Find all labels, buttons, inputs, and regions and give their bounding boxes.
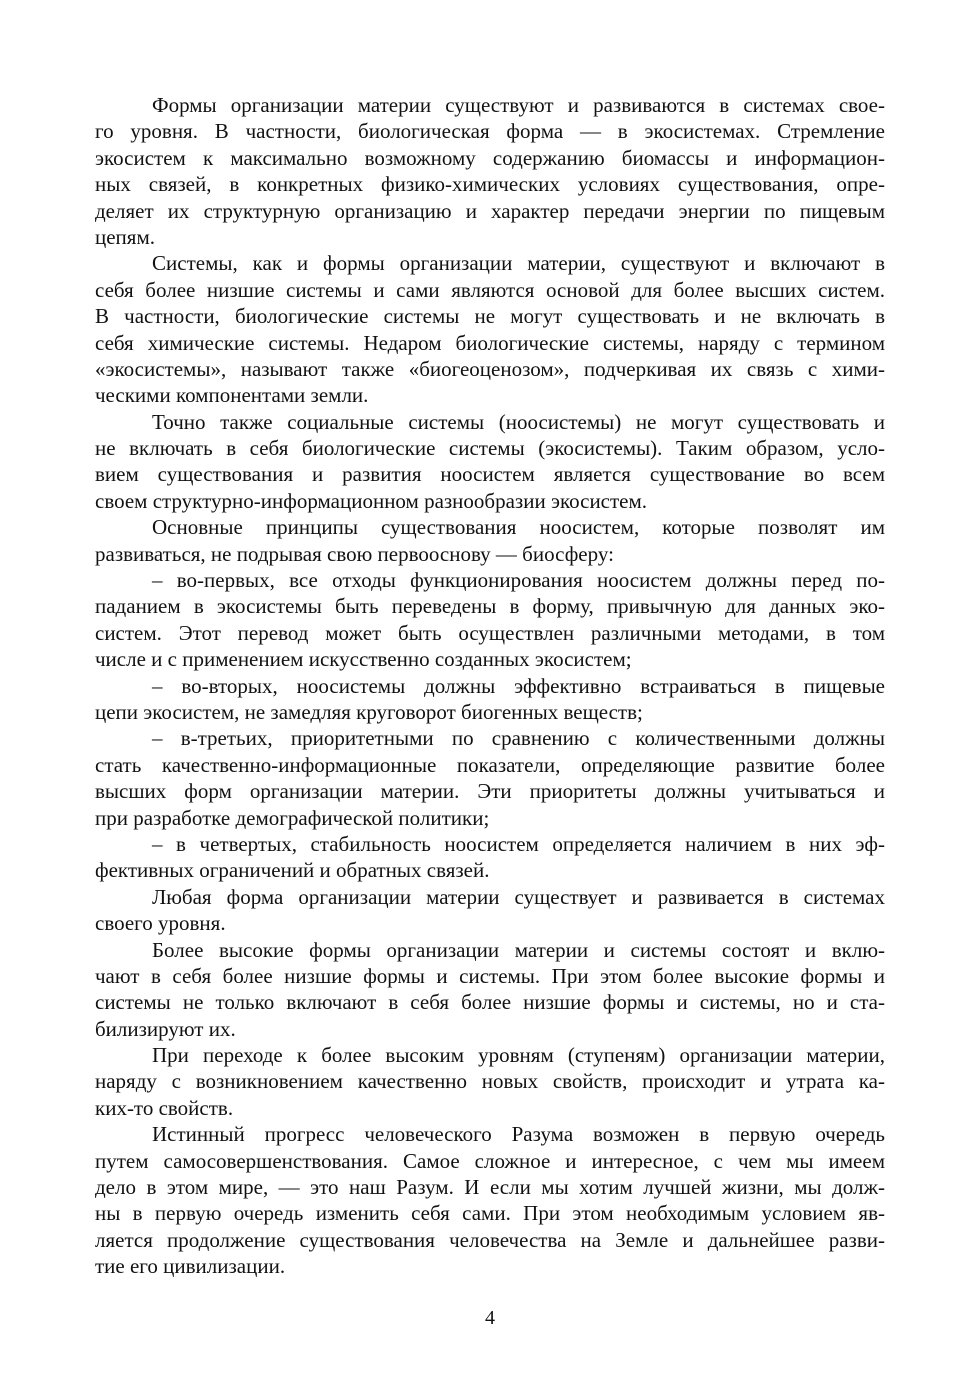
text-line: систем. Этот перевод может быть осуществлен различными методами, в том — [95, 620, 885, 645]
text-line: тие его цивилизации. — [95, 1254, 286, 1279]
text-line: высших форм организации материи. Эти приоритеты должны учитываться и — [95, 779, 885, 804]
list-item — [95, 831, 885, 884]
text-line: развиваться, не подрывая свою первооснову — биосферу: — [95, 541, 614, 566]
text-line: системы не только включают в себя более низшие формы и системы, но и ста- — [95, 990, 885, 1015]
text-line: Любая форма организации материи существует и развивается в системах — [152, 884, 885, 909]
text-line: числе и с применением искусственно созданных экосистем; — [95, 647, 632, 672]
text-line: ких-то свойств. — [95, 1095, 234, 1120]
text-line: Системы, как и формы организации материи, существуют и включают в — [152, 251, 885, 276]
text-line: себя более низшие системы и сами являются основой для более высших систем. — [95, 277, 885, 302]
text-line: дело в этом мире, — это наш Разум. И если мы хотим лучшей жизни, мы долж- — [95, 1175, 885, 1200]
text-line: – в-третьих, приоритетными по сравнению с количественными должны — [152, 726, 885, 751]
text-line: В частности, биологические системы не могут существовать и не включать в — [95, 304, 885, 329]
paragraph — [95, 409, 885, 515]
paragraph — [95, 937, 885, 1043]
list-item — [95, 567, 885, 673]
text-line: при разработке демографической политики; — [95, 805, 490, 830]
text-line: Основные принципы существования ноосистем, которые позволят им — [152, 515, 885, 540]
text-line: паданием в экосистемы быть переведены в форму, привычную для данных эко- — [95, 594, 885, 619]
text-line: вием существования и развития ноосистем является существование во всем — [95, 462, 885, 487]
paragraph — [95, 250, 885, 408]
text-line: Точно также социальные системы (ноосистемы) не могут существовать и — [152, 409, 885, 434]
document-page — [95, 92, 885, 1280]
text-line: фективных ограничений и обратных связей. — [95, 858, 490, 883]
text-line: При переходе к более высоким уровням (ступеням) организации материи, — [152, 1043, 885, 1068]
list-item — [95, 725, 885, 831]
list-item — [95, 673, 885, 726]
text-line: ных связей, в конкретных физико-химических условиях существования, опре- — [95, 172, 885, 197]
text-line: своем структурно-информационном разнообразии экосистем. — [95, 488, 648, 513]
text-line: го уровня. В частности, биологическая форма — в экосистемах. Стремление — [95, 119, 885, 144]
text-line: – во-первых, все отходы функционирования ноосистем должны перед по- — [152, 568, 885, 593]
text-line: своего уровня. — [95, 911, 226, 936]
text-line: чают в себя более низшие формы и системы. При этом более высокие формы и — [95, 963, 885, 988]
text-line: – в четвертых, стабильность ноосистем определяется наличием в них эф- — [152, 831, 885, 856]
text-line: стать качественно-информационные показатели, определяющие развитие более — [95, 752, 885, 777]
text-line: ческими компонентами земли. — [95, 383, 369, 408]
text-line: Формы организации материи существуют и развиваются в системах свое- — [152, 93, 885, 117]
paragraph — [95, 1042, 885, 1121]
text-line: Истинный прогресс человеческого Разума возможен в первую очередь — [152, 1122, 885, 1147]
paragraph — [95, 1121, 885, 1279]
text-line: путем самосовершенствования. Самое сложное и интересное, с чем мы имеем — [95, 1148, 885, 1173]
paragraph — [95, 92, 885, 250]
text-line: Более высокие формы организации материи и системы состоят и вклю- — [152, 937, 885, 962]
text-line: наряду с возникновением качественно новых свойств, происходит и утрата ка- — [95, 1069, 885, 1094]
text-line: себя химические системы. Недаром биологические системы, наряду с термином — [95, 330, 885, 355]
text-line: – во-вторых, ноосистемы должны эффективно встраиваться в пищевые — [152, 673, 885, 698]
text-line: деляет их структурную организацию и характер передачи энергии по пищевым — [95, 198, 885, 223]
text-line: ны в первую очередь изменить себя сами. При этом необходимым условием яв- — [95, 1201, 885, 1226]
text-line: цепям. — [95, 224, 155, 249]
paragraph — [95, 884, 885, 937]
text-line: билизируют их. — [95, 1016, 236, 1041]
text-line: «экосистемы», называют также «биогеоценозом», подчеркивая их связь с хими- — [95, 356, 885, 381]
text-line: экосистем к максимально возможному содержанию биомассы и информацион- — [95, 145, 885, 170]
text-line: цепи экосистем, не замедляя круговорот биогенных веществ; — [95, 699, 643, 724]
paragraph — [95, 514, 885, 567]
text-line: ляется продолжение существования человечества на Земле и дальнейшее разви- — [95, 1227, 885, 1252]
page-number: 4 — [485, 1307, 495, 1329]
text-line: не включать в себя биологические системы (экосистемы). Таким образом, усло- — [95, 436, 885, 461]
